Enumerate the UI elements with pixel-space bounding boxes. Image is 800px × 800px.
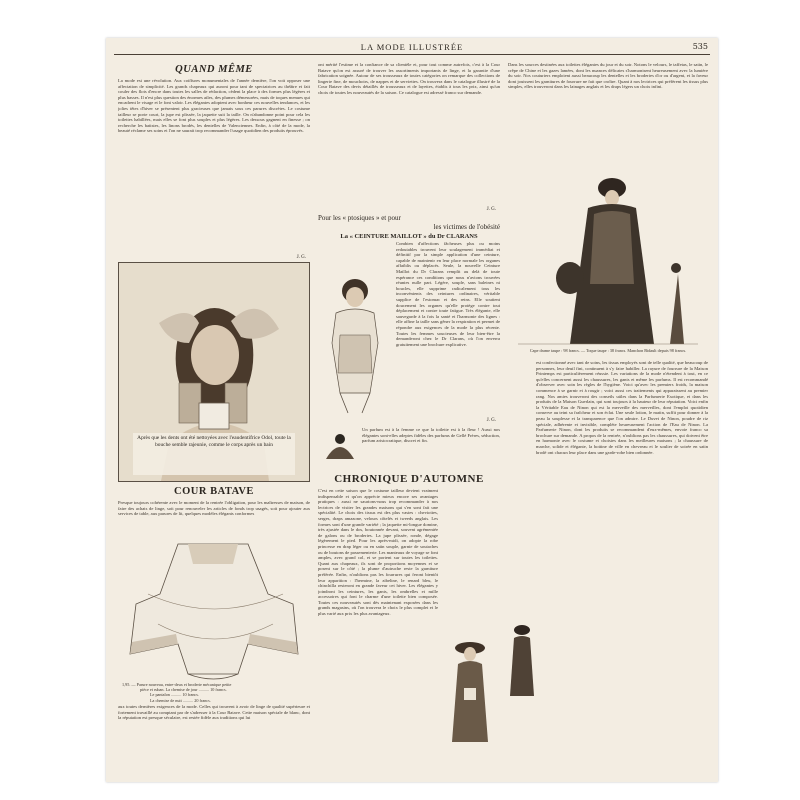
quand-meme-signature: J. G.	[296, 255, 306, 260]
text-wrap-spacer	[318, 271, 396, 415]
page-number: 535	[692, 42, 708, 51]
perfume-note-body: Un parfum est à la femme ce que la toilette est à la fleur ! Aussi nos élégantes sont-elles adeptes fidèles des parfums de Gellé Frères, séduction, parfum aristocratique, discret et fin.	[362, 427, 500, 444]
odol-caption: Après que les dents ont été nettoyées avec l'eaudentifrice Odol, toute la bouche semble rajeunie, comme le corps après un bain	[137, 435, 291, 448]
column-3	[508, 62, 708, 770]
ptosiques-heading-3: La « CEINTURE MAILLOT » du Dr CLARANS	[340, 233, 478, 240]
chronique-text: C'est en cette saison que le costume tailleur devient vraiment indispensable et qu'on apprécie mieux encore ses avantages pratiques : aussi ne saurions-nous trop recommander à nos lectrices de visiter les grandes maisons qui s'en sont fait une spécialité. Le choix des tissus est des plus vastes : cheviottes, serges, draps amazone, velours côtelés et tweeds anglais. Les formes sont d'une grande variété ; la jaquette mi-longue domine, très ajustée dans le dos, boutonnée devant, souvent agrémentée de galons ou de broderies. La jupe plissée, ronde, dégage légèrement le pied. Pour les après-midi, on adopte la robe princesse en drap léger ou en satin souple, garnie de soutaches ou de boutons de passementerie. Les manteaux de voyage se font amples, avec grand col, et se portent sur toutes les toilettes. Quant aux chapeaux, ils sont de proportions moyennes et se posent sur le côté ; la plume d'autruche reste la garniture préférée. Enfin, n'oublions pas les fourrures qui feront bientôt leur apparition : l'hermine, la zibeline, le renard bleu, le chinchilla resteront en grande faveur cet hiver. Les élégantes y joindront les ceintures, les gants, les ombrelles et mille accessoires qui font le charme d'une toilette bien composée. Toutes ces nouveautés sont dès maintenant exposées dans les grands magasins, où l'on trouvera le choix le plus complet et le plus varié aux prix les plus avantageux.	[318, 488, 438, 617]
ptosiques-heading-2: les victimes de l'obésité	[433, 223, 500, 231]
ptosiques-heading-1: Pour les « ptosiques » et pour	[318, 214, 401, 222]
col3-bottom-text: est confectionné avec tant de soins, les tissus employés sont de telle qualité, que beaucoup de personnes, leur deuil fini, continuent à s'y faire habiller. La rayure de fourrure de la Maison Printemps est particulièrement réussie. Les variations de la mode n'étendent à tout, en ce qu'elles concernent aussi les chaussures, les gants et même les parfums. Il est recommandé d'observer avec soin les règles de l'hygiène. Voici qu'avec les premiers froids, la maison commence à se garnir et à rougir ; voici aussi ces traitements qui apparaissent au premier rang. Nos amies trouveront des conseils utiles dans la Parfumerie Exotique, et dans les produits de la Maison Guerlain, qui sont toujours à la hauteur de leur réputation. Voici enfin la Véritable Eau de Ninon qui est la merveille des merveilles, dont l'emploi quotidien conserve au teint sa fraîcheur et son éclat. Une seule lotion, le matin, suffit pour donner à la peau la souplesse et la transparence que l'on admire. Le Duvet de Ninon, poudre de riz spéciale, adhérente et invisible, complète heureusement l'action de l'Eau de Ninon. La Parfumerie Ninon, dont les produits se recommandent d'eux-mêmes, envoie franco sa brochure sur demande. A propos de la rentrée, n'oublions pas les chaussures, qui doivent être en harmonie avec le costume et choisies dans les meilleures maisons ; la chaussure de marche, solide et élégante, la bottine de ville en chevreau et le soulier de soirée en satin brodé ont chacun leur place dans une garde-robe bien ordonnée.	[536, 360, 708, 455]
caption-line: pièce et ruban. La chemise de jour .......... 10 francs.	[140, 687, 227, 693]
col3-bottom-body	[508, 360, 708, 770]
caption-line: La chemise de nuit .......... 20 francs.	[150, 697, 211, 703]
woman-portrait-illustration	[119, 263, 309, 481]
quand-meme-body: La mode est une révolution. Aux coiffures monumentales de l'année dernière, l'on voit opposer une affectation de simplicité. Les grands chapeaux qui auront pour tant de spectatrices au théâtre et fait couler des flots d'encre dans toutes les salles de rédaction, cèdent la place à des formes plus légères et plus basses. Il n'est plus question des énormes ailes, des plumes démesurées, mais de toques menues qui encadrent le visage et le font valoir. Les élégantes adoptent avec bonheur ces nouvelles tendances, et les jolies têtes d'hiver se présentent plus gracieuses que jamais sous ces parures discrètes. Le costume tailleur se porte court, la jupe est plissée, la jaquette suit la taille. On n'abandonne point pour cela les toilettes habillées, mais elles se font plus souples et plus légères. Les dessous gagnent en finesse ; on recherche les batistes, les linons brodés, les dentelles de Valenciennes. Enfin, à côté de la mode, la beauté réclame ses soins et l'on ne saurait trop recommander l'usage quotidien des produits éprouvés.	[118, 78, 310, 134]
odol-advertisement	[118, 262, 310, 482]
column-2	[318, 62, 500, 748]
cour-batave-heading: COUR BATAVE	[174, 486, 254, 497]
perfume-figure-icon	[320, 429, 360, 463]
magazine-title: LA MODE ILLUSTRÉE	[360, 42, 464, 52]
cape-woman-drawing	[508, 174, 708, 350]
small-figure-drawing	[508, 622, 536, 698]
ptosiques-text: Combien d'affections fâcheuses plus ou moins redoutables trouvent leur soulagement immédiat et définitif par la simple application d'une ceinture, capable de maintenir en leur place normale les organes affaiblis ou déplacés. Seule, la nouvelle Ceinture Maillot du Dr Clarans remplit au delà de toute espérance ces conditions que nous n'avions trouvées réunies nulle part. Légère, souple, sans baleines ni boucles, elle supprime radicalement tous les inconvénients des ceintures ordinaires, véritable supplice de l'estomac et des reins. Elle soutient doucement les organes qu'elle protège contre tout déplacement et contre toute fatigue. Très élégante, elle sauvegarde à la fois la santé et l'harmonie des lignes : elle affine la taille sans gêner la respiration et permet de répondre aux exigences de la mode la plus récente. Toutes les femmes soucieuses de leur bien-être la demanderont chez le Dr Clarans, où l'on enverra gratuitement une brochure explicative.	[396, 241, 500, 347]
col2-top-signature: J. G.	[486, 207, 496, 212]
caption-line: Le pantalon .......... 10 francs.	[150, 692, 199, 698]
header-rule	[114, 54, 710, 55]
chronique-heading: CHRONIQUE D'AUTOMNE	[334, 473, 484, 485]
cour-batave-body: Presque toujours cohérente avec le moment de la rentrée l'obligation, pour les maîtresses de maison, de faire des achats de linge, soit pour renouveler les articles de fonds trop usagés, soit pour ajouter aux services de table, aux parures de lit, quelques modèles élégants conformes	[118, 500, 310, 517]
caption-line: 1,95. — Parure nouveau, entre-deux et broderie mécanique petite	[122, 682, 232, 687]
autumn-costume-illustration	[440, 638, 500, 748]
cour-batave-body-2: aux toutes dernières exigences de la mode. Celles qui trouvent à avoir de linge de qualité supérieure et fortement travaillé au comptant par de s'adresser à la Cour Batave. Cette maison spéciale de blanc, dont la réputation est presque séculaire, est restée fidèle aux traditions qui lui	[118, 704, 310, 721]
costume-drawing	[440, 638, 500, 748]
small-figure-illustration	[508, 622, 536, 698]
ptosiques-body	[318, 241, 500, 415]
quand-meme-heading: QUAND MÊME	[175, 64, 253, 75]
column-1	[118, 62, 310, 732]
ptosiques-signature: J. G.	[486, 418, 496, 423]
fashion-plate-caption: Cape drame taupe : 98 francs. — Toque taupe : 38 francs. Manchon Bidault depuis 98 francs.	[529, 348, 687, 353]
lingerie-drawing	[118, 534, 310, 684]
magazine-page	[106, 38, 718, 782]
lingerie-caption	[122, 682, 306, 703]
fashion-plate-illustration	[508, 174, 708, 360]
col2-top-body: ont mérité l'estime et la confiance de sa clientèle et, pour tout comme autrefois, c'est à la Cour Batave qu'on est assuré de trouver les assortiments importants de linge, et la garantie d'une fabrication soignée. Autour de ses trousseaux de toutes catégories on remarque des collections de lingerie fine, de mouchoirs, de nappes et de serviettes. On trouvera dans le catalogue illustré de la Cour Batave des devis détaillés de trousseaux et de layettes, établis à tous les prix, ainsi qu'un choix de toutes les nouveautés de la saison. Ce catalogue est adressé franco sur demande.	[318, 62, 500, 95]
lingerie-illustration	[118, 534, 310, 704]
col3-top-body: Dans les sources destinées aux toilettes élégantes du jour et du soir. Notons le velours, le taffetas, le satin, le crêpe de Chine et les gazes lamées, dont les nuances délicates s'harmonisent heureusement avec la lumière du soir. Nos couturiers emploient aussi beaucoup les dentelles et les broderies d'or ou d'argent, et la faveur dont jouissent les garnitures de fourrure ne fait que croître. Quant à nos lectrices qui préfèrent les tissus plus simples, elles trouveront dans les lainages anglais et les draps légers un choix infini.	[508, 62, 708, 90]
chronique-block	[318, 488, 500, 748]
ptosiques-block	[318, 241, 500, 417]
perfume-note	[318, 427, 500, 467]
